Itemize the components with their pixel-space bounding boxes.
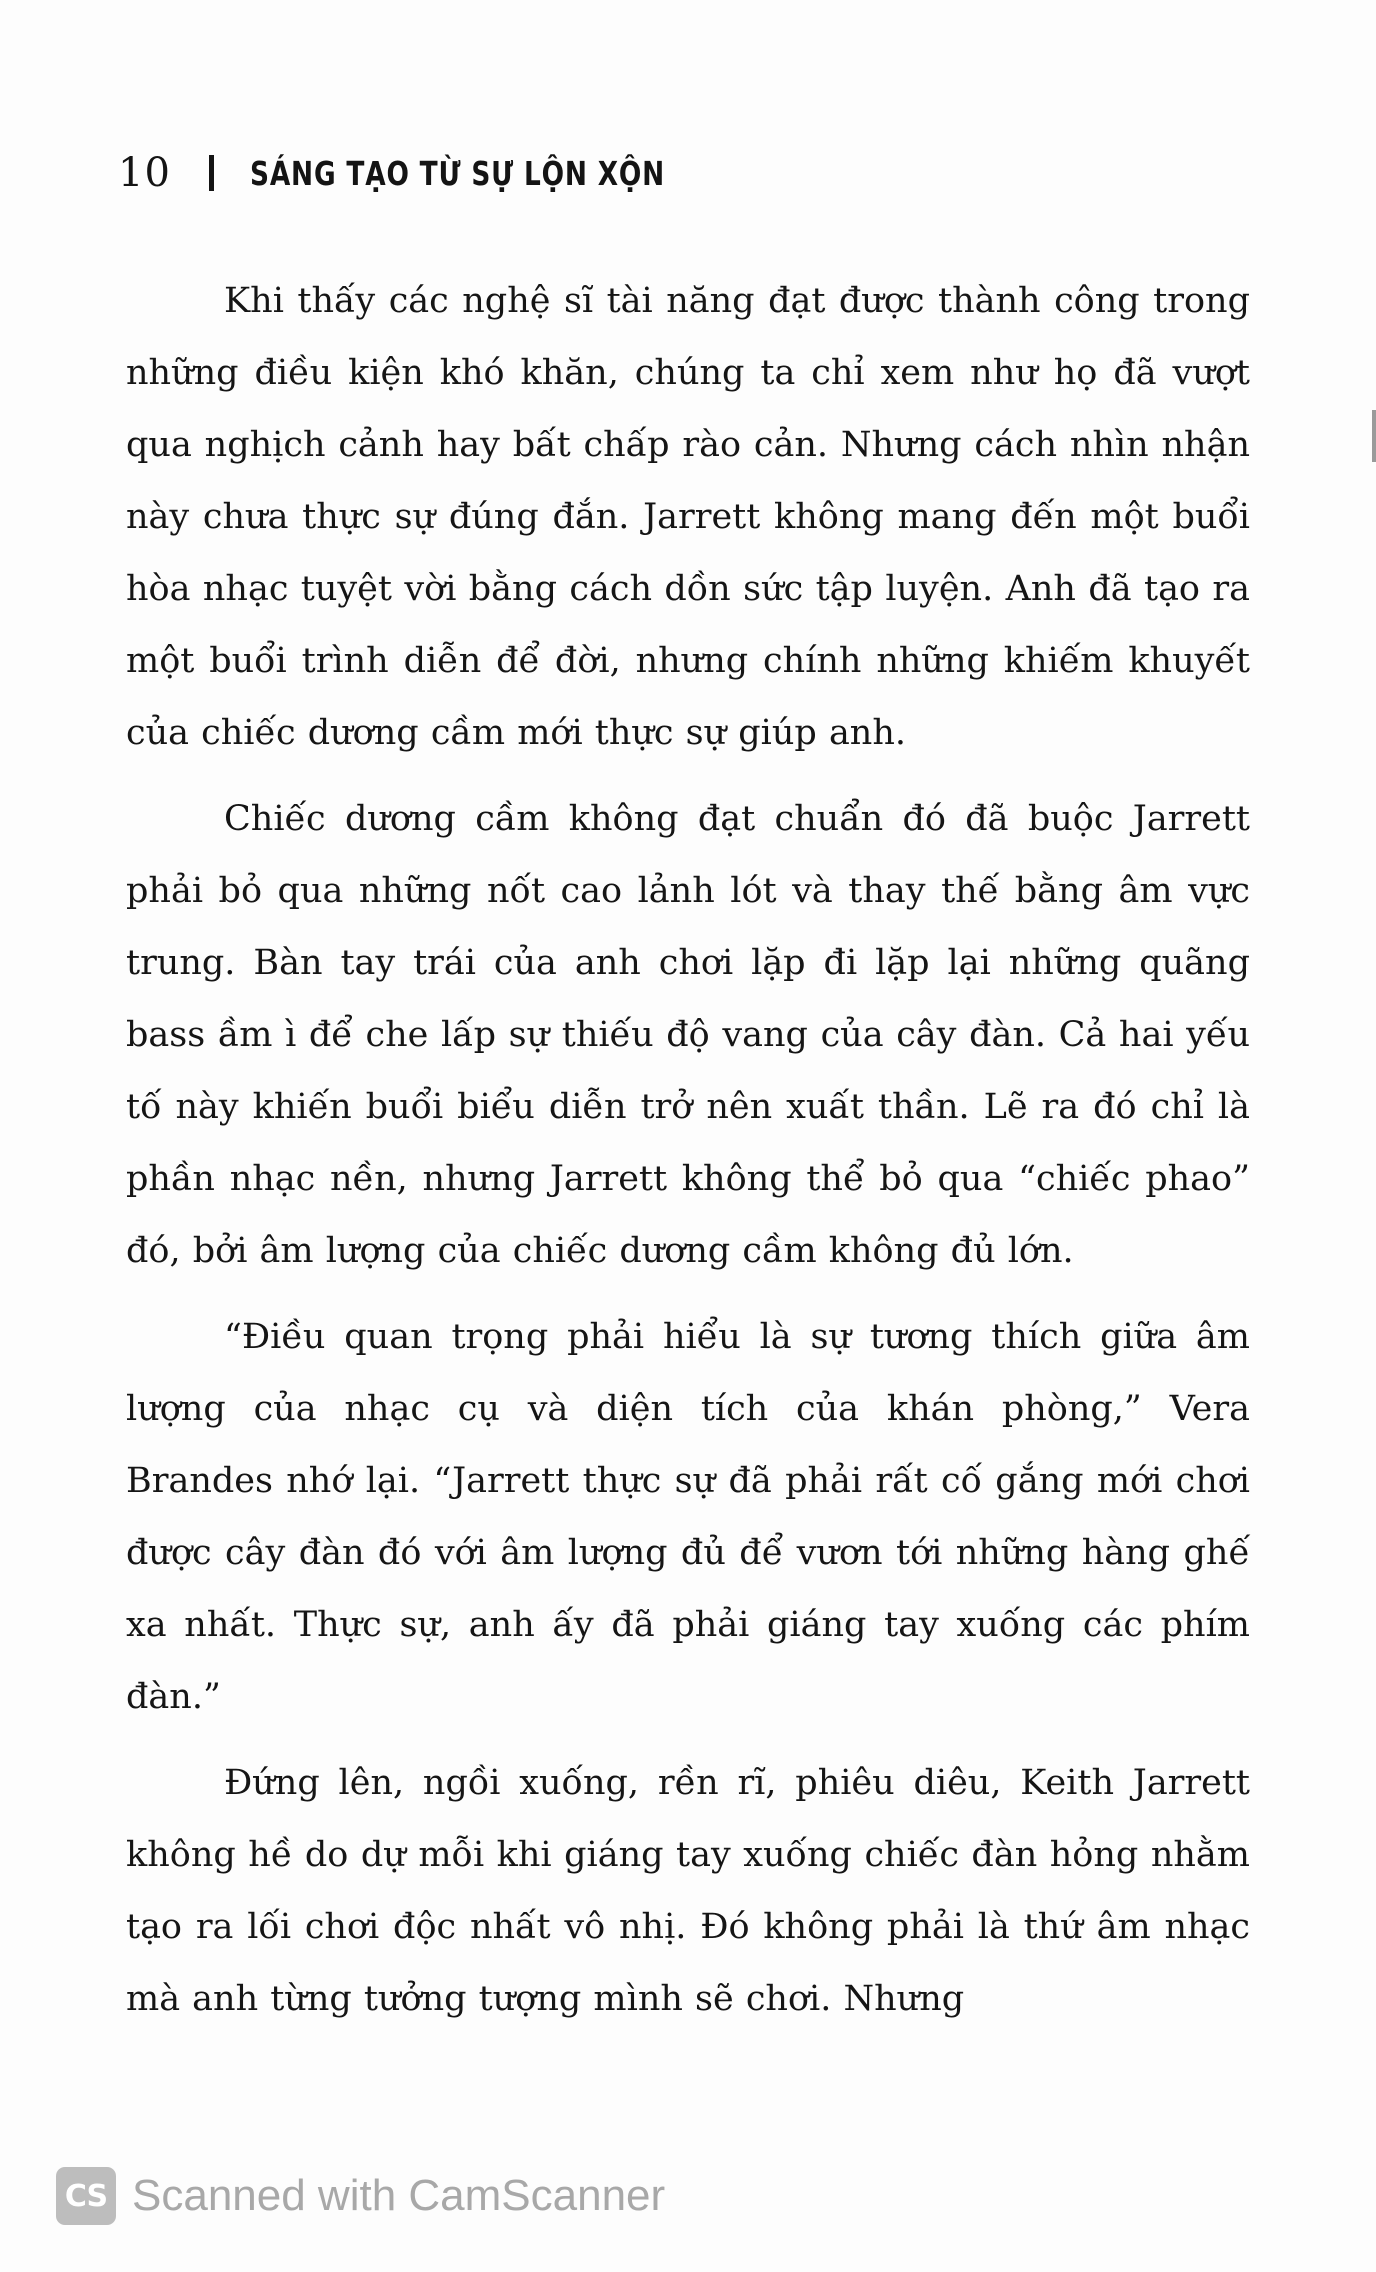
running-header — [118, 150, 769, 196]
body-text — [126, 265, 1250, 2049]
camscanner-logo-text: CS — [64, 2178, 108, 2214]
book-title: SÁNG TẠO TỪ SỰ LỘN XỘN — [249, 153, 665, 193]
paragraph: Khi thấy các nghệ sĩ tài năng đạt được thành công trong những điều kiện khó khăn, chúng ta chỉ xem như họ đã vượt qua nghịch cảnh hay bất chấp rào cản. Nhưng cách nhìn nhận này chưa thực sự đúng đắn. Jarrett không mang đến một buổi hòa nhạc tuyệt vời bằng cách dồn sức tập luyện. Anh đã tạo ra một buổi trình diễn để đời, nhưng chính những khiếm khuyết của chiếc dương cầm mới thực sự giúp anh. — [126, 281, 1250, 753]
page-edge-mark — [1372, 410, 1376, 462]
page-number: 10 — [118, 150, 171, 196]
camscanner-watermark — [56, 2167, 665, 2225]
paragraph: Chiếc dương cầm không đạt chuẩn đó đã buộc Jarrett phải bỏ qua những nốt cao lảnh lót và thay thế bằng âm vực trung. Bàn tay trái của anh chơi lặp đi lặp lại những quãng bass ầm ì để che lấp sự thiếu độ vang của cây đàn. Cả hai yếu tố này khiến buổi biểu diễn trở nên xuất thần. Lẽ ra đó chỉ là phần nhạc nền, nhưng Jarrett không thể bỏ qua “chiếc phao” đó, bởi âm lượng của chiếc dương cầm không đủ lớn. — [126, 799, 1250, 1271]
watermark-text: Scanned with CamScanner — [132, 2171, 666, 2220]
paragraph: “Điều quan trọng phải hiểu là sự tương thích giữa âm lượng của nhạc cụ và diện tích của khán phòng,” Vera Brandes nhớ lại. “Jarrett thực sự đã phải rất cố gắng mới chơi được cây đàn đó với âm lượng đủ để vươn tới những hàng ghế xa nhất. Thực sự, anh ấy đã phải giáng tay xuống các phím đàn.” — [126, 1317, 1250, 1717]
camscanner-logo-icon — [56, 2167, 116, 2225]
header-separator — [209, 155, 214, 191]
paragraph: Đứng lên, ngồi xuống, rền rĩ, phiêu diêu, Keith Jarrett không hề do dự mỗi khi giáng tay xuống chiếc đàn hỏng nhằm tạo ra lối chơi độc nhất vô nhị. Đó không phải là thứ âm nhạc mà anh từng tưởng tượng mình sẽ chơi. Nhưng — [126, 1763, 1250, 2019]
